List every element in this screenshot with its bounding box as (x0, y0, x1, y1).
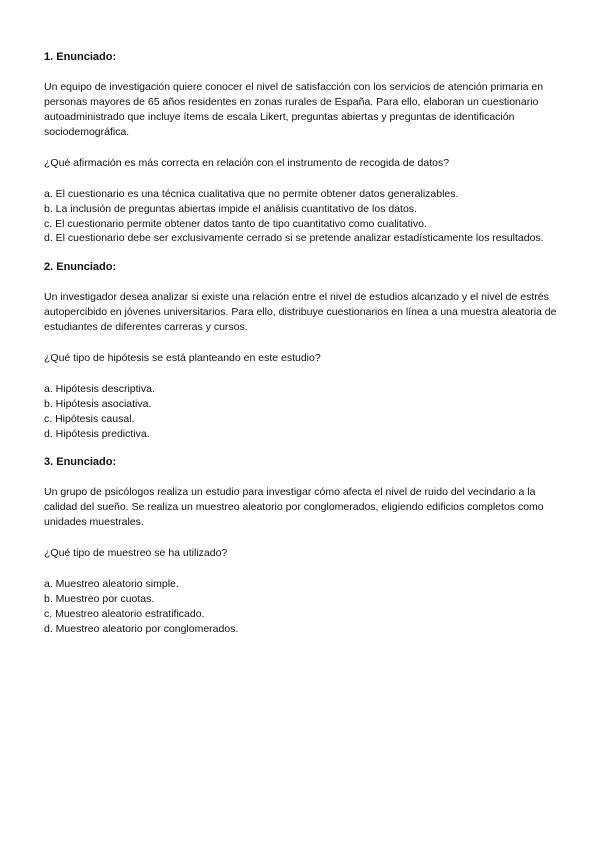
question-statement: Un equipo de investigación quiere conocer el nivel de satisfacción con los servicios de atención primaria en personas mayores de 65 años residentes en zonas rurales de España. Para ello, elaboran un cuestionario autoadministrado que incluye ítems de escala Likert, preguntas abiertas y preguntas de identificación sociodemográfica. (44, 81, 544, 138)
answer-option-b: b. Hipótesis asociativa. (44, 397, 152, 410)
answer-option-d: d. Muestreo aleatorio por conglomerados. (44, 622, 239, 635)
question-heading: 3. Enunciado: (44, 456, 117, 469)
answer-option-b: b. La inclusión de preguntas abiertas impide el análisis cuantitativo de los datos. (44, 202, 417, 215)
answer-option-a: a. Hipótesis descriptiva. (44, 383, 155, 396)
question-1 (44, 50, 558, 246)
answer-option-a: a. Muestreo aleatorio simple. (44, 578, 179, 591)
question-3 (44, 455, 558, 636)
question-heading: 2. Enunciado: (44, 261, 117, 274)
question-statement: Un grupo de psicólogos realiza un estudio para investigar cómo afecta el nivel de ruido del vecindario a la calidad del sueño. Se realiza un muestreo aleatorio por conglomerados, eligiendo edificios completos como unidades muestrales. (44, 486, 544, 529)
question-prompt: ¿Qué tipo de hipótesis se está planteando en este estudio? (44, 352, 321, 365)
answer-options (44, 577, 558, 636)
answer-option-c: c. El cuestionario permite obtener datos tanto de tipo cuantitativo como cualitativo. (44, 217, 427, 230)
question-prompt: ¿Qué afirmación es más correcta en relación con el instrumento de recogida de datos? (44, 157, 450, 169)
document-page (44, 50, 558, 651)
answer-option-d: d. El cuestionario debe ser exclusivamente cerrado si se pretende analizar estadísticamente los resultados. (44, 232, 544, 245)
answer-option-c: c. Hipótesis causal. (44, 412, 135, 425)
answer-option-c: c. Muestreo aleatorio estratificado. (44, 607, 205, 620)
question-statement: Un investigador desea analizar si existe una relación entre el nivel de estudios alcanzado y el nivel de estrés autopercibido en jóvenes universitarios. Para ello, distribuye cuestionarios en línea a una muestra aleatoria de estudiantes de diferentes carreras y cursos. (44, 291, 557, 334)
question-2 (44, 260, 558, 441)
answer-options (44, 382, 558, 441)
answer-options (44, 187, 558, 246)
question-prompt: ¿Qué tipo de muestreo se ha utilizado? (44, 547, 228, 560)
question-heading: 1. Enunciado: (44, 51, 117, 63)
answer-option-b: b. Muestreo por cuotas. (44, 593, 155, 606)
answer-option-d: d. Hipótesis predictiva. (44, 427, 150, 440)
answer-option-a: a. El cuestionario es una técnica cualitativa que no permite obtener datos generalizables. (44, 188, 459, 200)
